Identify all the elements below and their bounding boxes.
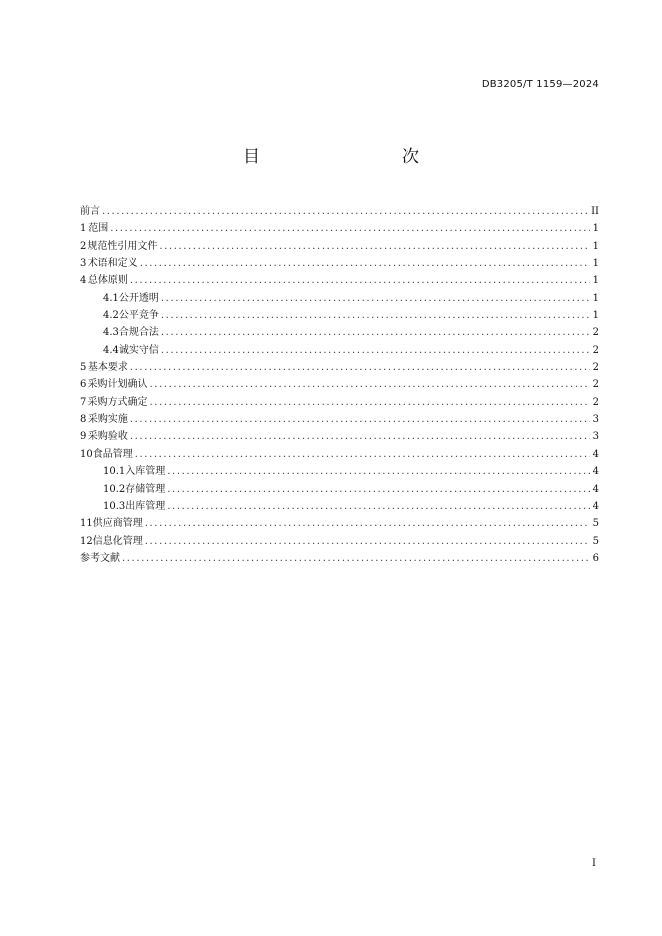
toc-entry-page: 1 (592, 275, 599, 287)
toc-entry[interactable] (80, 394, 599, 411)
toc-dot-leader (167, 481, 589, 498)
toc-entry-number: 10.2 (103, 483, 126, 495)
toc-entry[interactable] (80, 324, 599, 341)
toc-dot-leader (145, 533, 590, 550)
toc-entry-label: 公平竞争 (118, 310, 159, 322)
toc-entry-label: 诚实守信 (118, 344, 159, 356)
toc-entry-label: 总体原则 (87, 275, 128, 287)
toc-entry-label: 参考文献 (80, 552, 120, 564)
toc-entry-page: 5 (592, 535, 599, 547)
toc-entry[interactable] (80, 359, 599, 376)
toc-dot-leader (159, 238, 589, 255)
toc-dot-leader (161, 290, 590, 307)
toc-entry-number: 10 (80, 448, 93, 460)
toc-entry-label: 采购计划确认 (87, 379, 148, 391)
toc-entry-label: 出库管理 (125, 500, 166, 512)
toc-entry-page: 4 (592, 483, 599, 495)
toc-dot-leader (102, 203, 588, 220)
toc-entry-number: 9 (80, 431, 87, 443)
toc-entry-number: 6 (80, 379, 87, 391)
toc-entry-label: 术语和定义 (87, 258, 138, 270)
toc-entry-page: 1 (592, 310, 599, 322)
toc-entry-number: 4.1 (103, 292, 119, 304)
toc-entry[interactable] (80, 550, 599, 567)
toc-entry-label: 信息化管理 (92, 535, 143, 547)
toc-entry-page: 4 (592, 448, 599, 460)
toc-entry-label: 供应商管理 (92, 518, 143, 530)
toc-entry-page: 6 (592, 552, 599, 564)
toc-dot-leader (167, 498, 589, 515)
toc-entry[interactable] (80, 290, 599, 307)
toc-entry[interactable] (80, 220, 599, 237)
toc-entry-label: 基本要求 (87, 362, 128, 374)
toc-entry-number: 4 (80, 275, 87, 287)
toc-entry-page: 1 (592, 223, 599, 235)
toc-entry-label: 公开透明 (118, 292, 159, 304)
toc-entry-number: 4.3 (103, 327, 119, 339)
toc-entry[interactable] (80, 428, 599, 445)
toc-entry[interactable] (80, 272, 599, 289)
toc-dot-leader (150, 394, 590, 411)
toc-dot-leader (122, 550, 590, 567)
toc-entry[interactable] (80, 307, 599, 324)
toc-entry-label: 规范性引用文件 (87, 240, 158, 252)
toc-entry-number: 7 (80, 396, 87, 408)
toc-entry-number: 10.1 (103, 466, 126, 478)
toc-entry-page: 4 (592, 500, 599, 512)
toc-entry-label: 存储管理 (125, 483, 166, 495)
toc-entry-label: 合规合法 (118, 327, 159, 339)
toc-entry[interactable] (80, 411, 599, 428)
toc-dot-leader (130, 428, 590, 445)
toc-entry-number: 3 (80, 258, 87, 270)
toc-entry[interactable] (80, 533, 599, 550)
toc-entry-page: 2 (592, 362, 599, 374)
toc-entry-number: 8 (80, 414, 87, 426)
toc-entry-number: 4.2 (103, 310, 119, 322)
toc-entry-number: 4.4 (103, 344, 119, 356)
toc-entry-page: 2 (592, 327, 599, 339)
toc-entry-number: 10.3 (103, 500, 126, 512)
toc-entry[interactable] (80, 203, 599, 220)
toc-entry-page: 3 (592, 414, 599, 426)
toc-dot-leader (161, 342, 590, 359)
toc-dot-leader (130, 359, 590, 376)
toc-entry-page: 2 (592, 379, 599, 391)
toc-entry-page: 1 (592, 258, 599, 270)
toc-entry[interactable] (80, 463, 599, 480)
toc-entry[interactable] (80, 515, 599, 532)
toc-entry-page: 4 (592, 466, 599, 478)
toc-entry-page: 1 (592, 240, 599, 252)
toc-entry-label: 采购方式确定 (87, 396, 148, 408)
toc-entry-page: 5 (592, 518, 599, 530)
toc-entry-label: 范围 (88, 223, 109, 235)
toc-dot-leader (140, 255, 590, 272)
toc-entry[interactable] (80, 498, 599, 515)
toc-entry-number: 2 (80, 240, 87, 252)
toc-dot-leader (130, 272, 590, 289)
toc-entry-label: 食品管理 (92, 448, 133, 460)
toc-entry[interactable] (80, 342, 599, 359)
toc-dot-leader (135, 446, 590, 463)
toc-entry[interactable] (80, 255, 599, 272)
toc-entry-page: II (591, 206, 599, 217)
toc-entry-number: 5 (80, 362, 87, 374)
page-title: 目 次 (243, 147, 455, 167)
toc-dot-leader (110, 220, 589, 237)
table-of-contents (80, 203, 599, 567)
toc-dot-leader (150, 376, 590, 393)
document-id: DB3205/T 1159—2024 (481, 79, 599, 90)
page-number: I (592, 858, 596, 869)
toc-entry-label: 前言 (80, 206, 100, 217)
toc-entry[interactable] (80, 376, 599, 393)
toc-dot-leader (145, 515, 590, 532)
toc-dot-leader (161, 324, 590, 341)
toc-dot-leader (167, 463, 589, 480)
toc-entry-page: 1 (592, 292, 599, 304)
toc-entry-number: 12 (80, 535, 93, 547)
toc-entry-page: 3 (592, 431, 599, 443)
toc-entry-label: 采购实施 (87, 414, 128, 426)
toc-entry-page: 2 (592, 396, 599, 408)
toc-entry-page: 2 (592, 344, 599, 356)
toc-dot-leader (130, 411, 590, 428)
toc-entry-label: 采购验收 (87, 431, 128, 443)
toc-entry-number: 1 (80, 223, 87, 235)
toc-entry[interactable] (80, 446, 599, 463)
toc-entry[interactable] (80, 481, 599, 498)
toc-dot-leader (161, 307, 590, 324)
toc-entry-label: 入库管理 (125, 466, 166, 478)
toc-entry[interactable] (80, 238, 599, 255)
toc-entry-number: 11 (80, 518, 93, 530)
